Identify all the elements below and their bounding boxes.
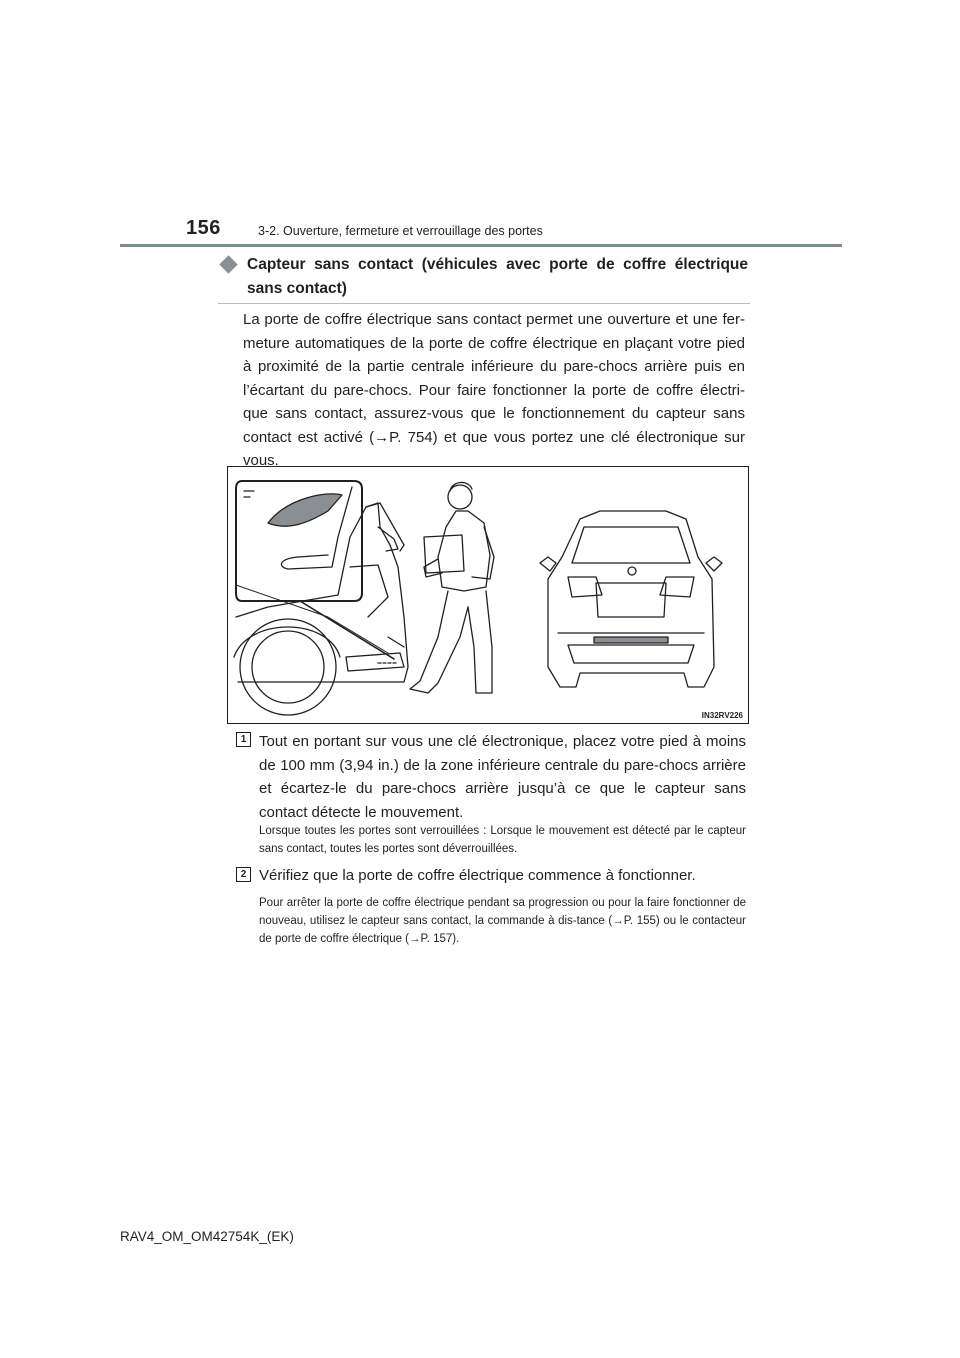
- person-torso: [438, 511, 490, 591]
- rear-view-suv: [540, 511, 722, 687]
- section-title: Capteur sans contact (véhicules avec porte de coffre électrique sans contact): [247, 256, 748, 297]
- section-heading: [218, 253, 748, 301]
- box: [424, 535, 464, 573]
- kick-sensor-illustration: [227, 466, 749, 724]
- rear-wheel: [240, 619, 336, 715]
- step-1-text: Tout en portant sur vous une clé électronique, placez votre pied à moins de 100 mm (3,94 in.) de la zone inférieure centrale du pare-chocs arrière et écartez-le du pare-chocs arrière jusqu’à ce que le capteur sans contact détecte le mouvement.: [259, 733, 746, 821]
- intro-paragraph: La porte de coffre électrique sans contact permet une ouverture et une fer-meture automatiques de la porte de coffre électrique en plaçant votre pied à proximité de la partie centrale inférieure du pare-chocs arrière puis en l’écartant du pare-chocs. Pour faire fonctionner la porte de coffre électri-que sans contact, assurez-vous que le fonctionnement du capteur sans contact est activé (→P. 754) et que vous portez une clé électronique sur vous.: [243, 311, 745, 469]
- footer-doc-code: RAV4_OM_OM42754K_(EK): [120, 1229, 294, 1244]
- header-rule: [120, 244, 842, 247]
- step-1-note: Lorsque toutes les portes sont verrouillées : Lorsque le mouvement est détecté par le capteur sans contact, toutes les portes sont déverrouillées.: [259, 825, 746, 855]
- person-head: [448, 485, 472, 509]
- diamond-bullet-icon: [219, 255, 237, 273]
- person-legs: [410, 591, 468, 693]
- section-rule: [218, 303, 750, 304]
- step-number-2: 2: [236, 867, 251, 882]
- figure-code: IN32RV226: [701, 711, 743, 720]
- zoom-callout-frame: [236, 481, 362, 601]
- page-number: 156: [186, 217, 221, 239]
- tailgate-open: [366, 503, 404, 551]
- step-2-note: Pour arrêter la porte de coffre électrique pendant sa progression ou pour la faire fonctionner de nouveau, utilisez le capteur sans contact, la commande à dis-tance (→P. 155) ou le contacteur de porte de coffre électrique (→P. 157).: [259, 897, 746, 945]
- chapter-title: 3-2. Ouverture, fermeture et verrouillage des portes: [258, 224, 543, 238]
- illustration-svg: [228, 467, 748, 723]
- step-2-text: Vérifiez que la porte de coffre électrique commence à fonctionner.: [259, 867, 696, 884]
- step-number-1: 1: [236, 732, 251, 747]
